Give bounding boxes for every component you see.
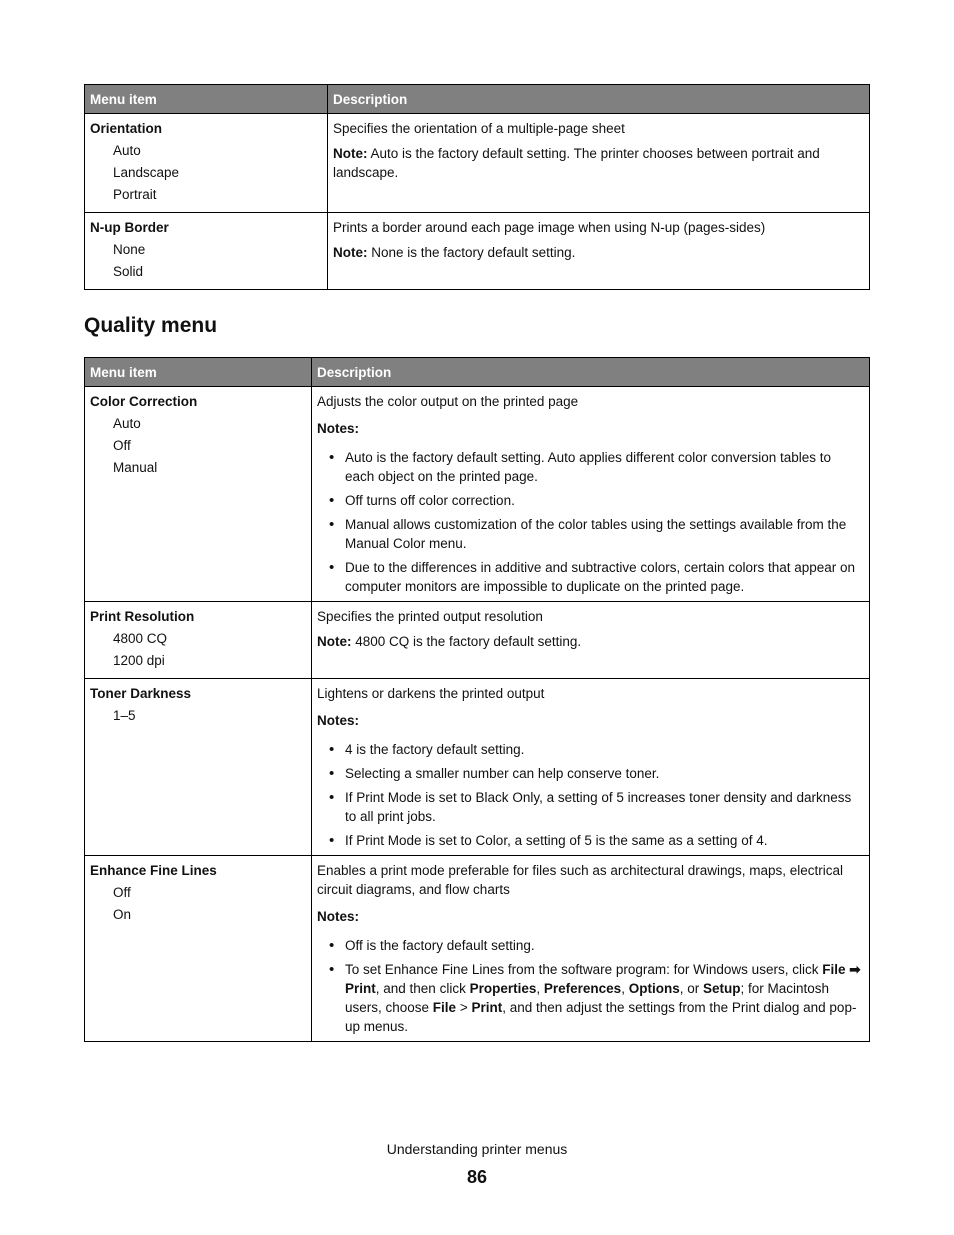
- description-text: Enables a print mode preferable for files such as architectural drawings, maps, electrical circuit diagrams, and flow charts: [317, 863, 843, 897]
- table-row: [85, 387, 870, 602]
- separator: >: [456, 1000, 472, 1015]
- menu-option: None: [113, 242, 146, 257]
- menu-path-preferences: Preferences: [543, 981, 622, 996]
- menu-path-properties: Properties: [469, 981, 537, 996]
- bullet-text: , or: [679, 981, 703, 996]
- description-text: Adjusts the color output on the printed page: [317, 394, 579, 409]
- table-row: [85, 213, 870, 290]
- note-bullet: • Manual allows customization of the color tables using the settings available from the Manual Color menu.: [345, 515, 864, 553]
- menu-table-continued: [84, 84, 870, 290]
- quality-menu-table: [84, 357, 870, 1042]
- notes-label: Notes:: [317, 909, 360, 924]
- note-bullet: • Due to the differences in additive and subtractive colors, certain colors that appear on computer monitors are impossible to duplicate on the printed page.: [345, 558, 864, 596]
- separator: ,: [621, 981, 629, 996]
- description-cell: [312, 602, 870, 679]
- menu-item-name: N-up Border: [90, 220, 169, 235]
- menu-item-cell: [85, 679, 312, 856]
- menu-path-print-mac: Print: [471, 1000, 503, 1015]
- section-heading: Quality menu: [84, 314, 218, 337]
- note: [333, 144, 864, 182]
- menu-option: 1200 dpi: [113, 653, 165, 668]
- description-cell: [328, 213, 870, 290]
- table-row: [85, 679, 870, 856]
- menu-item-cell: [85, 602, 312, 679]
- notes-label: Notes:: [317, 421, 360, 436]
- note-text: Auto is the factory default setting. The printer chooses between portrait and landscape.: [333, 146, 820, 180]
- bullet-text: To set Enhance Fine Lines from the software program: for Windows users, click: [345, 962, 823, 977]
- menu-option: Portrait: [113, 187, 157, 202]
- note-text: 4800 CQ is the factory default setting.: [351, 634, 582, 649]
- menu-path-file: File: [822, 962, 846, 977]
- column-header-menu-item: Menu item: [85, 85, 328, 114]
- column-header-description: Description: [312, 358, 870, 387]
- arrow-icon: ➡: [845, 962, 861, 977]
- note-bullet: • Off is the factory default setting.: [345, 936, 864, 955]
- table-row: [85, 856, 870, 1042]
- table-header-row: [85, 358, 870, 387]
- menu-option: Manual: [113, 460, 158, 475]
- column-header-description: Description: [328, 85, 870, 114]
- menu-option: 1–5: [113, 708, 136, 723]
- notes-list: [317, 936, 864, 1036]
- menu-option: On: [113, 907, 132, 922]
- note-bullet: • 4 is the factory default setting.: [345, 740, 864, 759]
- bullet-text: , and then click: [375, 981, 470, 996]
- menu-path-setup: Setup: [702, 981, 741, 996]
- note-label: Note:: [333, 245, 368, 260]
- description-text: Specifies the printed output resolution: [317, 609, 543, 624]
- menu-option: Auto: [113, 143, 141, 158]
- menu-option: Landscape: [113, 165, 180, 180]
- notes-list: [317, 448, 864, 596]
- menu-item-name: Toner Darkness: [90, 686, 192, 701]
- note: [317, 632, 864, 651]
- menu-item-name: Orientation: [90, 121, 163, 136]
- note-bullet: • Selecting a smaller number can help conserve toner.: [345, 764, 864, 783]
- note-bullet: • Off turns off color correction.: [345, 491, 864, 510]
- menu-path-file-mac: File: [432, 1000, 457, 1015]
- menu-item-cell: [85, 114, 328, 213]
- menu-item-cell: [85, 856, 312, 1042]
- menu-item-cell: [85, 213, 328, 290]
- notes-list: [317, 740, 864, 850]
- table-row: [85, 602, 870, 679]
- description-text: Prints a border around each page image when using N-up (pages-sides): [333, 220, 766, 235]
- description-cell: [328, 114, 870, 213]
- notes-label: Notes:: [317, 713, 360, 728]
- menu-path-print: Print: [345, 981, 376, 996]
- note-bullet: • Auto is the factory default setting. Auto applies different color conversion tables to each object on the printed page.: [345, 448, 864, 486]
- menu-option: Off: [113, 885, 131, 900]
- note-text: None is the factory default setting.: [367, 245, 576, 260]
- note-bullet: • If Print Mode is set to Black Only, a setting of 5 increases toner density and darkness to all print jobs.: [345, 788, 864, 826]
- page-number: 86: [466, 1167, 488, 1187]
- description-cell: [312, 387, 870, 602]
- table-row: [85, 114, 870, 213]
- description-text: Lightens or darkens the printed output: [317, 686, 545, 701]
- note-bullet: • If Print Mode is set to Color, a setting of 5 is the same as a setting of 4.: [345, 831, 864, 850]
- menu-option: 4800 CQ: [113, 631, 168, 646]
- bullet-text: , and then adjust the settings from the Print dialog and pop-up menus.: [345, 1000, 857, 1034]
- note: [333, 243, 864, 262]
- menu-option: Solid: [113, 264, 144, 279]
- menu-option: Auto: [113, 416, 141, 431]
- note-label: Note:: [333, 146, 368, 161]
- menu-item-name: Color Correction: [90, 394, 198, 409]
- column-header-menu-item: Menu item: [85, 358, 312, 387]
- menu-item-name: Print Resolution: [90, 609, 195, 624]
- menu-item-name: Enhance Fine Lines: [90, 863, 217, 878]
- separator: ,: [536, 981, 544, 996]
- description-text: Specifies the orientation of a multiple-page sheet: [333, 121, 625, 136]
- footer-chapter-title: Understanding printer menus: [386, 1141, 568, 1157]
- note-label: Note:: [317, 634, 352, 649]
- description-cell: [312, 679, 870, 856]
- description-cell: [312, 856, 870, 1042]
- table-header-row: [85, 85, 870, 114]
- note-bullet: [345, 960, 864, 1036]
- menu-path-options: Options: [628, 981, 680, 996]
- menu-item-cell: [85, 387, 312, 602]
- menu-option: Off: [113, 438, 131, 453]
- bullet-text: ; for Macintosh users, choose: [345, 981, 830, 1015]
